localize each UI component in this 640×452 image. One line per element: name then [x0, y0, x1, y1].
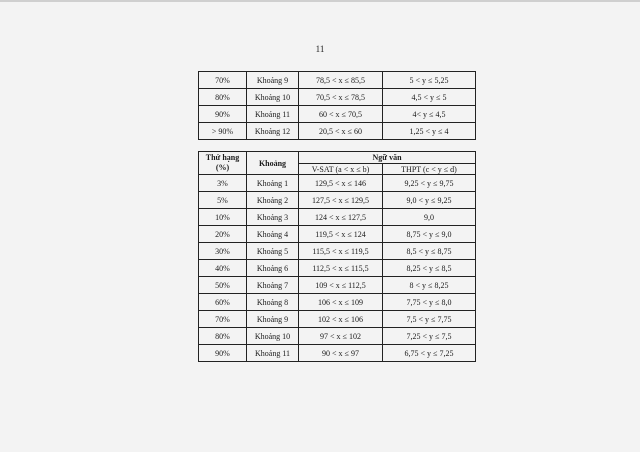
range-cell: Khoảng 7: [247, 277, 299, 294]
thpt-cell: 7,5 < y ≤ 7,75: [383, 311, 476, 328]
vsat-cell: 109 < x ≤ 112,5: [299, 277, 383, 294]
range-cell: Khoảng 11: [247, 106, 299, 123]
vsat-cell: 124 < x ≤ 127,5: [299, 209, 383, 226]
table-row: [199, 123, 476, 140]
thpt-cell: 7,75 < y ≤ 8,0: [383, 294, 476, 311]
range-cell: Khoảng 6: [247, 260, 299, 277]
vsat-cell: 60 < x ≤ 70,5: [299, 106, 383, 123]
rank-cell: 70%: [199, 72, 247, 89]
range-cell: Khoảng 10: [247, 89, 299, 106]
thpt-cell: 8,5 < y ≤ 8,75: [383, 243, 476, 260]
table-row: [199, 72, 476, 89]
table-row: [199, 345, 476, 362]
thpt-cell: 9,25 < y ≤ 9,75: [383, 175, 476, 192]
thpt-cell: 6,75 < y ≤ 7,25: [383, 345, 476, 362]
range-cell: Khoảng 9: [247, 311, 299, 328]
table-row: [199, 277, 476, 294]
thpt-cell: 1,25 < y ≤ 4: [383, 123, 476, 140]
vsat-cell: 78,5 < x ≤ 85,5: [299, 72, 383, 89]
vsat-cell: 20,5 < x ≤ 60: [299, 123, 383, 140]
thpt-cell: 8,75 < y ≤ 9,0: [383, 226, 476, 243]
vsat-cell: 97 < x ≤ 102: [299, 328, 383, 345]
header-subject: Ngữ văn: [299, 152, 476, 164]
header-vsat: V-SAT (a < x ≤ b): [299, 164, 383, 175]
table-row: [199, 328, 476, 345]
rank-cell: > 90%: [199, 123, 247, 140]
range-cell: Khoảng 3: [247, 209, 299, 226]
rank-cell: 60%: [199, 294, 247, 311]
table-row: [199, 294, 476, 311]
header-thpt: THPT (c < y ≤ d): [383, 164, 476, 175]
table-row: [199, 175, 476, 192]
thpt-cell: 4< y ≤ 4,5: [383, 106, 476, 123]
range-cell: Khoảng 1: [247, 175, 299, 192]
thpt-cell: 8,25 < y ≤ 8,5: [383, 260, 476, 277]
thpt-cell: 5 < y ≤ 5,25: [383, 72, 476, 89]
rank-cell: 90%: [199, 345, 247, 362]
table-row: [199, 260, 476, 277]
table-row: [199, 209, 476, 226]
page-number: 11: [315, 44, 325, 54]
page-top-edge: [0, 0, 640, 2]
rank-cell: 10%: [199, 209, 247, 226]
range-cell: Khoảng 8: [247, 294, 299, 311]
header-range: Khoảng: [247, 152, 299, 175]
vsat-cell: 90 < x ≤ 97: [299, 345, 383, 362]
vsat-cell: 102 < x ≤ 106: [299, 311, 383, 328]
rank-cell: 90%: [199, 106, 247, 123]
range-cell: Khoảng 4: [247, 226, 299, 243]
range-cell: Khoảng 9: [247, 72, 299, 89]
rank-cell: 40%: [199, 260, 247, 277]
header-rank: Thứ hạng (%): [199, 152, 247, 175]
rank-cell: 5%: [199, 192, 247, 209]
vsat-cell: 70,5 < x ≤ 78,5: [299, 89, 383, 106]
range-cell: Khoảng 5: [247, 243, 299, 260]
thpt-cell: 8 < y ≤ 8,25: [383, 277, 476, 294]
rank-cell: 70%: [199, 311, 247, 328]
vsat-cell: 129,5 < x ≤ 146: [299, 175, 383, 192]
table-row: [199, 311, 476, 328]
rank-cell: 20%: [199, 226, 247, 243]
thpt-cell: 7,25 < y ≤ 7,5: [383, 328, 476, 345]
rank-cell: 50%: [199, 277, 247, 294]
table-row: [199, 89, 476, 106]
vsat-cell: 115,5 < x ≤ 119,5: [299, 243, 383, 260]
rank-cell: 80%: [199, 328, 247, 345]
range-cell: Khoảng 2: [247, 192, 299, 209]
range-cell: Khoảng 12: [247, 123, 299, 140]
table-row: [199, 106, 476, 123]
range-cell: Khoảng 10: [247, 328, 299, 345]
table-row: [199, 243, 476, 260]
vsat-cell: 119,5 < x ≤ 124: [299, 226, 383, 243]
table-row: [199, 192, 476, 209]
rank-cell: 3%: [199, 175, 247, 192]
table-row: [199, 226, 476, 243]
rank-cell: 80%: [199, 89, 247, 106]
vsat-cell: 127,5 < x ≤ 129,5: [299, 192, 383, 209]
rank-cell: 30%: [199, 243, 247, 260]
thpt-cell: 9,0 < y ≤ 9,25: [383, 192, 476, 209]
vsat-cell: 112,5 < x ≤ 115,5: [299, 260, 383, 277]
range-cell: Khoảng 11: [247, 345, 299, 362]
score-table-continued: [198, 71, 476, 140]
thpt-cell: 9,0: [383, 209, 476, 226]
literature-score-table: [198, 151, 476, 362]
vsat-cell: 106 < x ≤ 109: [299, 294, 383, 311]
thpt-cell: 4,5 < y ≤ 5: [383, 89, 476, 106]
